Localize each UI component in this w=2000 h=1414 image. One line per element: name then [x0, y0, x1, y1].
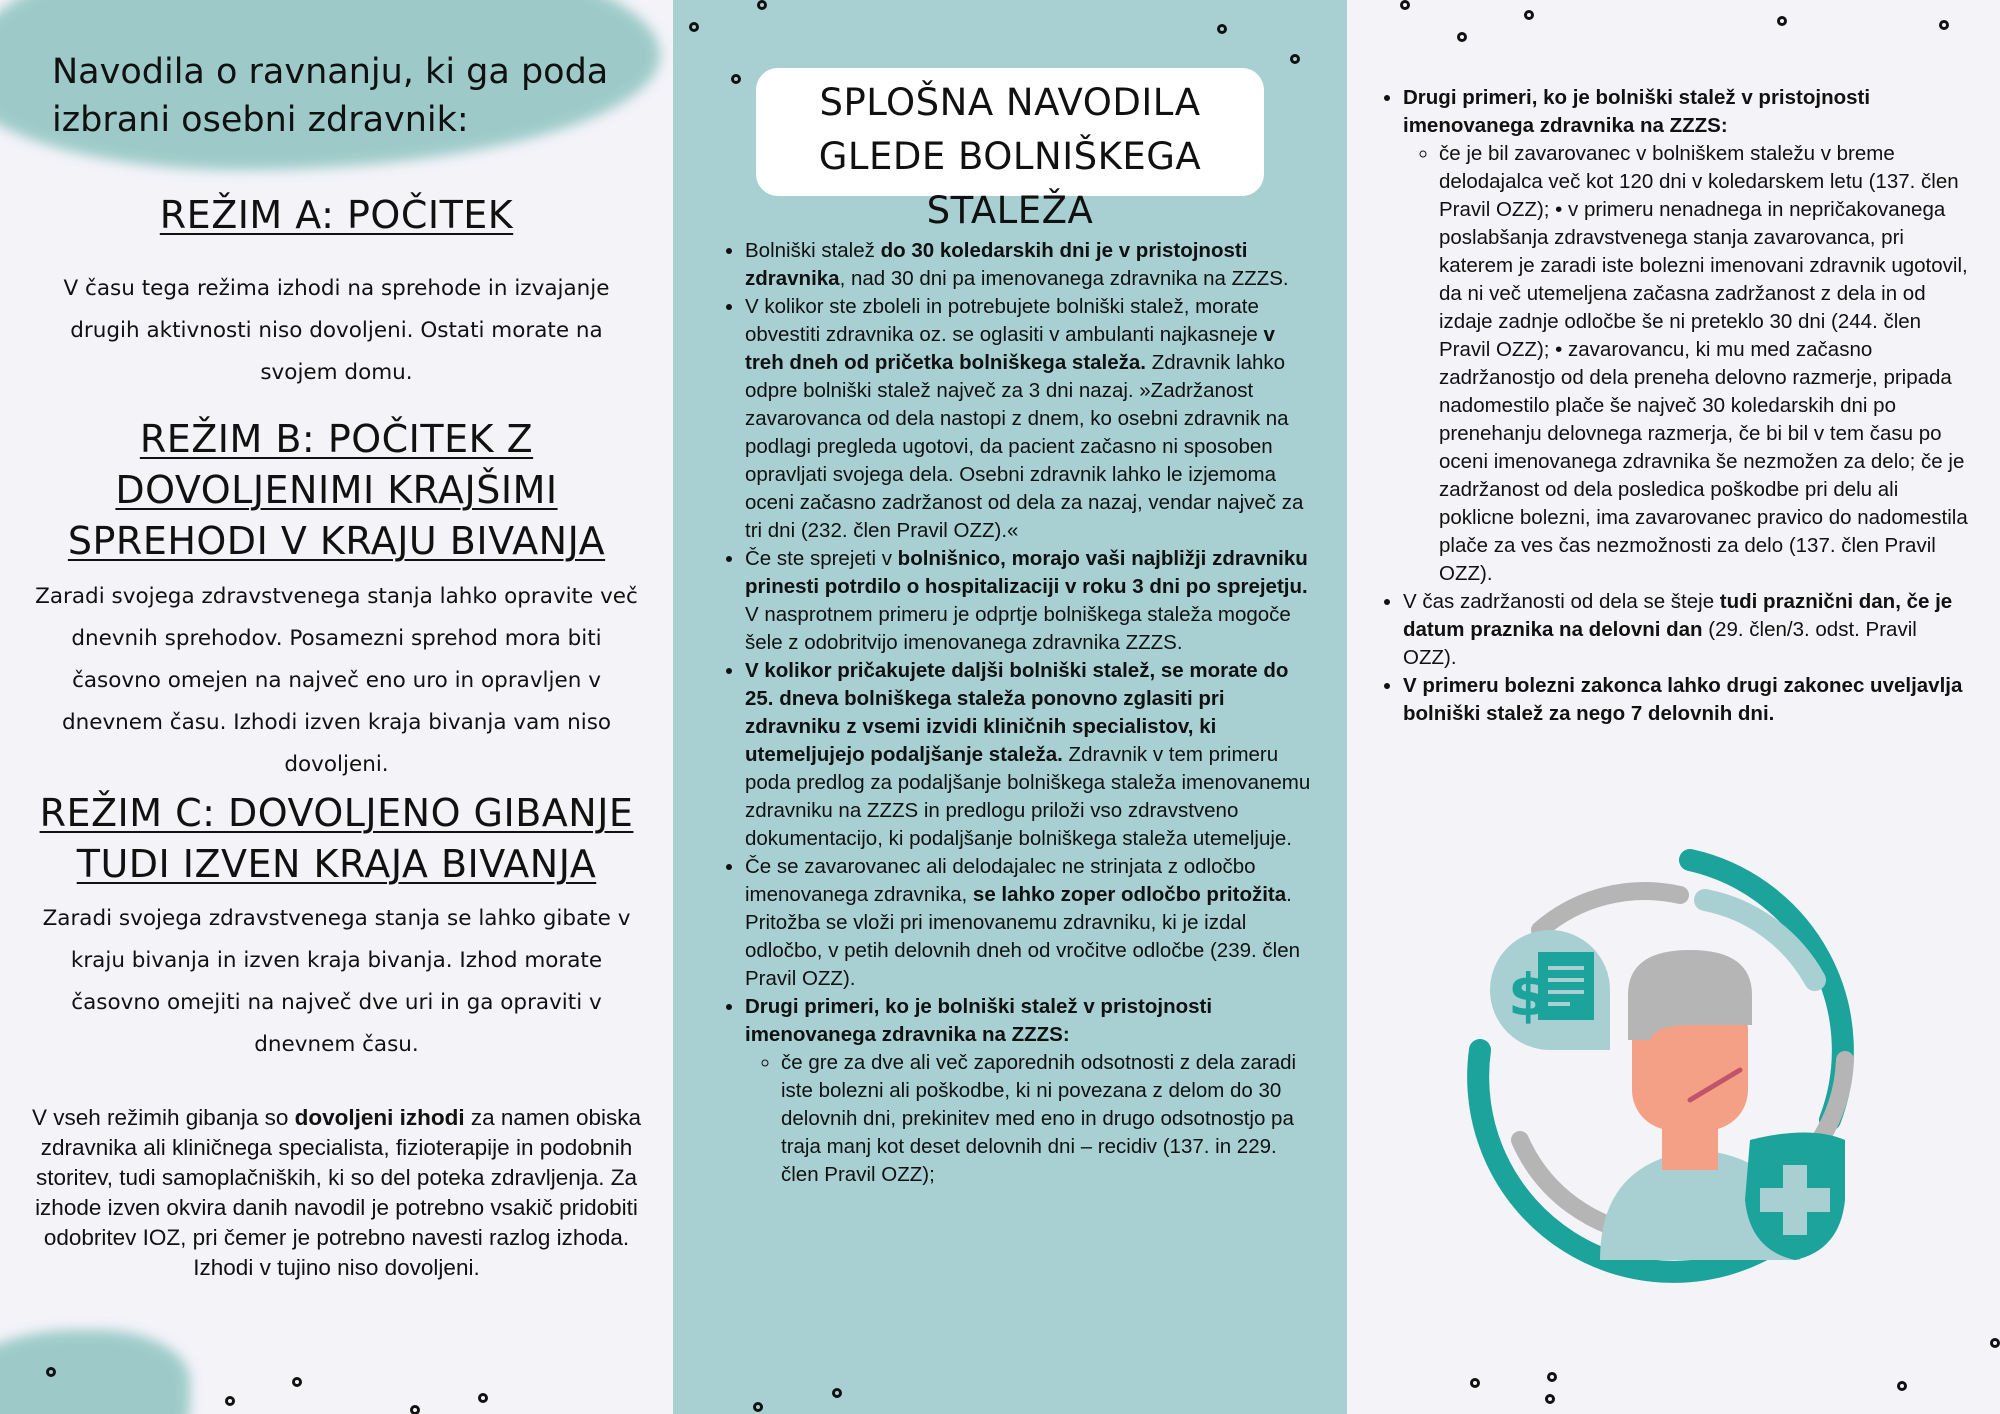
ring-decoration — [731, 74, 741, 84]
ring-decoration — [1400, 0, 1410, 10]
ring-decoration — [832, 1388, 842, 1398]
item-text: , nad 30 dni pa imenovanega zdravnika na ZZZS. — [839, 267, 1289, 290]
closing-paragraph — [28, 1103, 645, 1283]
list-item — [745, 293, 1313, 545]
mode-c-text: Zaradi svojega zdravstvenega stanja se lahko gibate v kraju bivanja in izven kraja bivanja. Izhod morate časovno omejiti na največ dve uri in ga opraviti v dnevnem času. — [42, 906, 631, 1057]
sub-list-item: ◦ če gre za dve ali več zaporednih odsotnosti z dela zaradi iste bolezni ali poškodbe, ki ni povezana z delom do 30 delovnih dni, prekinitev med eno in drugo odsotnostjo pa traja manj kot deset delovnih dni – recidiv (137. in 229. člen Pravil OZZ); — [781, 1049, 1313, 1189]
list-item — [1403, 588, 1973, 672]
sub-list — [1403, 140, 1973, 588]
other-cases-list — [1403, 84, 1973, 728]
list-item — [745, 237, 1313, 293]
ring-decoration — [1470, 1378, 1480, 1388]
item-bold: V kolikor pričakujete daljši bolniški stalež, se morate do 25. dneva bolniškega staleža ponovno zglasiti pri zdravniku z vsemi izvidi kliničnih specialistov, ki utemeljujejo podaljšanje staleža. — [745, 659, 1289, 766]
closing-text-start: V vseh režimih gibanja so — [32, 1105, 295, 1130]
item-bold: se lahko zoper odločbo pritožita — [972, 883, 1287, 906]
ring-decoration — [757, 0, 767, 10]
ring-decoration — [689, 22, 699, 32]
ring-decoration — [1545, 1394, 1555, 1404]
item-text: V kolikor ste zboleli in potrebujete bolniški stalež, morate obvestiti zdravnika oz. se oglasiti v ambulanti najkasneje — [745, 295, 1264, 346]
item-text: Zdravnik v tem primeru poda predlog za podaljšanje bolniškega staleža imenovanemu zdravniku na ZZZS in predlogu priloži vso zdravstveno dokumentacijo, ki podaljšanje bolniškega staleža utemeljuje. — [745, 743, 1311, 850]
ring-decoration — [1939, 20, 1949, 30]
intro-text: Navodila o ravnanju, ki ga poda izbrani osebni zdravnik: — [52, 52, 609, 140]
item-text: Zdravnik lahko odpre bolniški stalež največ za 3 dni nazaj. »Zadržanost zavarovanca od dela nastopi z dnem, ko osebni zdravnik na podlagi pregleda ugotovi, da pacient začasno ni sposoben opravljati svojega dela. Osebni zdravnik lahko le izjemoma oceni začasno zadržanost od dela za nazaj, vendar največ za tri dni (232. člen Pravil OZZ).« — [745, 351, 1304, 542]
item-bold: Drugi primeri, ko je bolniški stalež v pristojnosti imenovanega zdravnika na ZZZS: — [1403, 86, 1871, 137]
mode-b-text: Zaradi svojega zdravstvenega stanja lahko opravite več dnevnih sprehodov. Posamezni sprehod mora biti časovno omejen na največ eno uro in opravljen v dnevnem času. Izhodi izven kraja bivanja vam niso dovoljeni. — [35, 584, 638, 777]
item-bold: v treh dneh od pričetka bolniškega staleža. — [745, 323, 1275, 374]
list-item — [745, 657, 1313, 853]
item-bold: tudi praznični dan, če je datum praznika na delovni dan — [1403, 590, 1953, 641]
watercolor-blob-bottom — [0, 1330, 190, 1414]
list-item — [745, 853, 1313, 993]
ring-decoration — [478, 1393, 488, 1403]
ring-decoration — [1457, 32, 1467, 42]
dollar-icon: $ — [1508, 961, 1549, 1029]
ring-decoration — [1990, 1338, 2000, 1348]
grey-arc — [1540, 891, 1680, 930]
general-instructions-list — [745, 237, 1313, 1189]
ring-decoration — [225, 1396, 235, 1406]
mode-c-heading: REŽIM C: DOVOLJENO GIBANJE TUDI IZVEN KRAJA BIVANJA — [39, 791, 634, 886]
item-bold: do 30 koledarskih dni je v pristojnosti zdravnika — [745, 239, 1248, 290]
item-text: Če se zavarovanec ali delodajalec ne strinjata z odločbo imenovanega zdravnika, — [745, 855, 1256, 906]
item-bold: bolnišnico, morajo vaši najbližji zdravniku prinesti potrdilo o hospitalizaciji v roku 3 dni po sprejetju. — [745, 547, 1308, 598]
ring-decoration — [1897, 1381, 1907, 1391]
sub-list-item: ◦ če je bil zavarovanec v bolniškem staležu v breme delodajalca več kot 120 dni v koledarskem letu (137. člen Pravil OZZ); • v primeru nenadnega in nepričakovanega poslabšanja zdravstvenega stanja zavarovanca, pri katerem je zaradi iste bolezni imenovani zdravnik ugotovil, da ni več utemeljena začasna zadržanost z dela in od izdaje zadnje odločbe še ni preteklo 30 dni (244. člen Pravil OZZ); • zavarovancu, ki mu med začasno zadržanostjo od dela preneha delovno razmerje, pripada nadomestilo plače še največ 30 koledarskih dni po prenehanju delovnega razmerja, če bi bil v tem času po oceni imenovanega zdravnika še nezmožen za delo; če je zadržanost od dela posledica poškodbe pri delu ali poklicne bolezni, ima zavarovanec pravico do nadomestila plače za ves čas nezmožnosti za delo (137. člen Pravil OZZ). — [1439, 140, 1973, 588]
ring-decoration — [46, 1367, 56, 1377]
list-item — [1403, 84, 1973, 588]
ring-decoration — [292, 1377, 302, 1387]
item-text: (29. člen/3. odst. Pravil OZZ). — [1403, 618, 1917, 669]
item-text: Bolniški stalež — [745, 239, 881, 262]
ring-decoration — [1547, 1372, 1557, 1382]
doctor-document-icon — [1450, 840, 1870, 1290]
item-text: . Pritožba se vloži pri imenovanemu zdravniku, ki je izdal odločbo, v petih delovnih dneh od vročitve odločbe (239. člen Pravil OZZ). — [745, 883, 1301, 990]
closing-text-end: za namen obiska zdravnika ali kliničnega specialista, fizioterapije in podobnih storitev, tudi samoplačniških, ki so del poteka zdravljenja. Za izhode izven okvira danih navodil je potrebno vsakič pridobiti odobritev IOZ, pri čemer je potrebno navesti razlog izhoda. Izhodi v tujino niso dovoljeni. — [35, 1105, 641, 1280]
item-text: V čas zadržanosti od dela se šteje — [1403, 590, 1720, 613]
item-bold: V primeru bolezni zakonca lahko drugi zakonec uveljavlja bolniški stalež za nego 7 delovnih dni. — [1403, 674, 1963, 725]
item-bold: Drugi primeri, ko je bolniški stalež v pristojnosti imenovanega zdravnika na ZZZS: — [745, 995, 1213, 1046]
ring-decoration — [410, 1405, 420, 1414]
general-instructions-title: SPLOŠNA NAVODILA GLEDE BOLNIŠKEGA STALEŽA — [818, 81, 1202, 232]
ring-decoration — [1524, 10, 1534, 20]
list-item — [745, 545, 1313, 657]
left-panel — [0, 0, 673, 1414]
mode-a-text: V času tega režima izhodi na sprehode in izvajanje drugih aktivnosti niso dovoljeni. Ostati morate na svojem domu. — [63, 276, 610, 385]
item-text: Če ste sprejeti v — [745, 547, 898, 570]
mode-a-heading: REŽIM A: POČITEK — [159, 193, 514, 237]
sub-list — [745, 1049, 1313, 1189]
ring-decoration — [1290, 54, 1300, 64]
ring-decoration — [1777, 16, 1787, 26]
item-text: V nasprotnem primeru je odprtje bolniškega staleža mogoče šele z odobritvijo imenovanega zdravnika ZZZS. — [745, 603, 1291, 654]
list-item — [1403, 672, 1973, 728]
ring-decoration — [753, 1402, 763, 1412]
ring-decoration — [1217, 24, 1227, 34]
mode-b-heading: REŽIM B: POČITEK Z DOVOLJENIMI KRAJŠIMI SPREHODI V KRAJU BIVANJA — [67, 417, 606, 563]
closing-text-bold: dovoljeni izhodi — [294, 1105, 465, 1130]
list-item — [745, 993, 1313, 1189]
